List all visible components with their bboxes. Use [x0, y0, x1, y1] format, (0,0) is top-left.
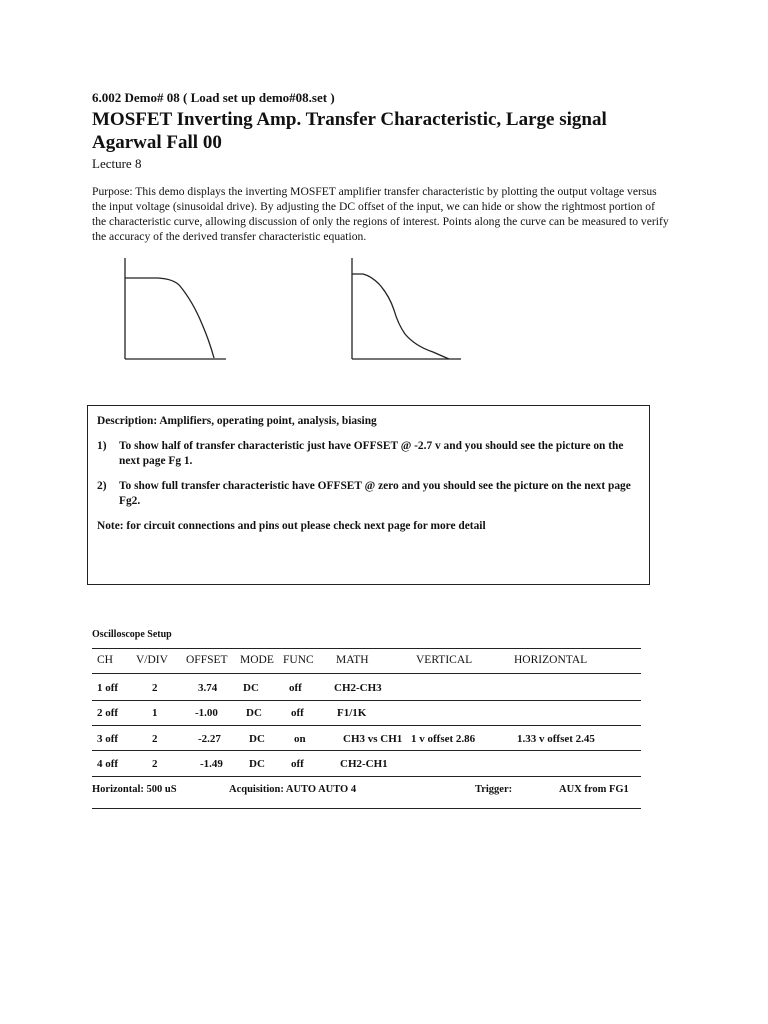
transfer-curve-full-figure: [345, 258, 463, 364]
cell-ch: 3 off: [97, 733, 119, 745]
item-text: To show half of transfer characteristic just have OFFSET @ -2.7 v and you should see the picture on the next page Fg 1.: [119, 440, 624, 467]
header-vertical: VERTICAL: [416, 654, 473, 666]
cell-horizontal: 1.33 v offset 2.45: [517, 733, 595, 745]
cell-offset: -2.27: [198, 733, 221, 745]
horizontal-setting: Horizontal: 500 uS: [92, 784, 177, 795]
description-item: [97, 479, 640, 509]
trigger-label: Trigger:: [475, 784, 513, 795]
header-ch: CH: [97, 654, 113, 666]
description-box: [87, 405, 650, 585]
title-line-1: MOSFET Inverting Amp. Transfer Characteristic, Large signal: [92, 109, 607, 130]
table-rule: [92, 750, 641, 751]
table-rule-top: [92, 648, 641, 649]
cell-ch: 2 off: [97, 707, 119, 719]
cell-vdiv: 2: [152, 682, 158, 694]
table-rule-bottom: [92, 808, 641, 809]
item-number: 2): [97, 480, 107, 492]
title-line-2: Agarwal Fall 00: [92, 132, 222, 153]
trigger-value: AUX from FG1: [559, 784, 629, 795]
header-func: FUNC: [283, 654, 314, 666]
page-title: [92, 108, 692, 154]
cell-vdiv: 1: [152, 707, 158, 719]
demo-line: 6.002 Demo# 08 ( Load set up demo#08.set ): [92, 90, 335, 105]
header-mode: MODE: [240, 654, 274, 666]
cell-func: off: [291, 758, 304, 770]
figure1-curve: [125, 278, 214, 358]
cell-vdiv: 2: [152, 758, 158, 770]
table-rule: [92, 776, 641, 777]
cell-func: on: [294, 733, 306, 745]
cell-offset: -1.49: [200, 758, 223, 770]
acquisition-setting: Acquisition: AUTO AUTO 4: [229, 784, 357, 795]
cell-math: CH2-CH3: [334, 682, 382, 694]
oscilloscope-setup-title: Oscilloscope Setup: [92, 629, 172, 640]
cell-mode: DC: [249, 758, 265, 770]
header-horizontal: HORIZONTAL: [514, 654, 588, 666]
cell-ch: 4 off: [97, 758, 119, 770]
table-rule: [92, 673, 641, 674]
figure2-curve: [352, 274, 449, 359]
cell-math: F1/1K: [337, 707, 367, 719]
header-offset: OFFSET: [186, 654, 228, 666]
cell-mode: DC: [243, 682, 259, 694]
purpose-paragraph: Purpose: This demo displays the inverting MOSFET amplifier transfer characteristic by plotting the output voltage versus the input voltage (sinusoidal drive). By adjusting the DC offset of the input, we can hide or show the rightmost portion of the characteristic curve, allowing discussion of only the regions of interest. Points along the curve can be measured to verify the accuracy of the derived transfer characteristic equation.: [92, 185, 669, 243]
cell-func: off: [291, 707, 304, 719]
item-text: To show full transfer characteristic have OFFSET @ zero and you should see the picture on the next page Fg2.: [119, 480, 631, 507]
cell-math: CH3 vs CH1: [343, 733, 403, 745]
description-heading: Description: Amplifiers, operating point, analysis, biasing: [97, 415, 377, 427]
lecture-label: Lecture 8: [92, 156, 142, 171]
table-rule: [92, 725, 641, 726]
cell-vertical: 1 v offset 2.86: [411, 733, 476, 745]
description-item: [97, 439, 640, 469]
description-note: Note: for circuit connections and pins out please check next page for more detail: [97, 520, 486, 532]
table-rule: [92, 700, 641, 701]
header-math: MATH: [336, 654, 369, 666]
cell-ch: 1 off: [97, 682, 119, 694]
cell-offset: -1.00: [195, 707, 218, 719]
transfer-curve-half-figure: [118, 258, 230, 364]
cell-mode: DC: [249, 733, 265, 745]
cell-mode: DC: [246, 707, 262, 719]
cell-vdiv: 2: [152, 733, 158, 745]
cell-offset: 3.74: [198, 682, 218, 694]
item-number: 1): [97, 440, 107, 452]
cell-math: CH2-CH1: [340, 758, 388, 770]
header-vdiv: V/DIV: [136, 654, 168, 666]
cell-func: off: [289, 682, 302, 694]
